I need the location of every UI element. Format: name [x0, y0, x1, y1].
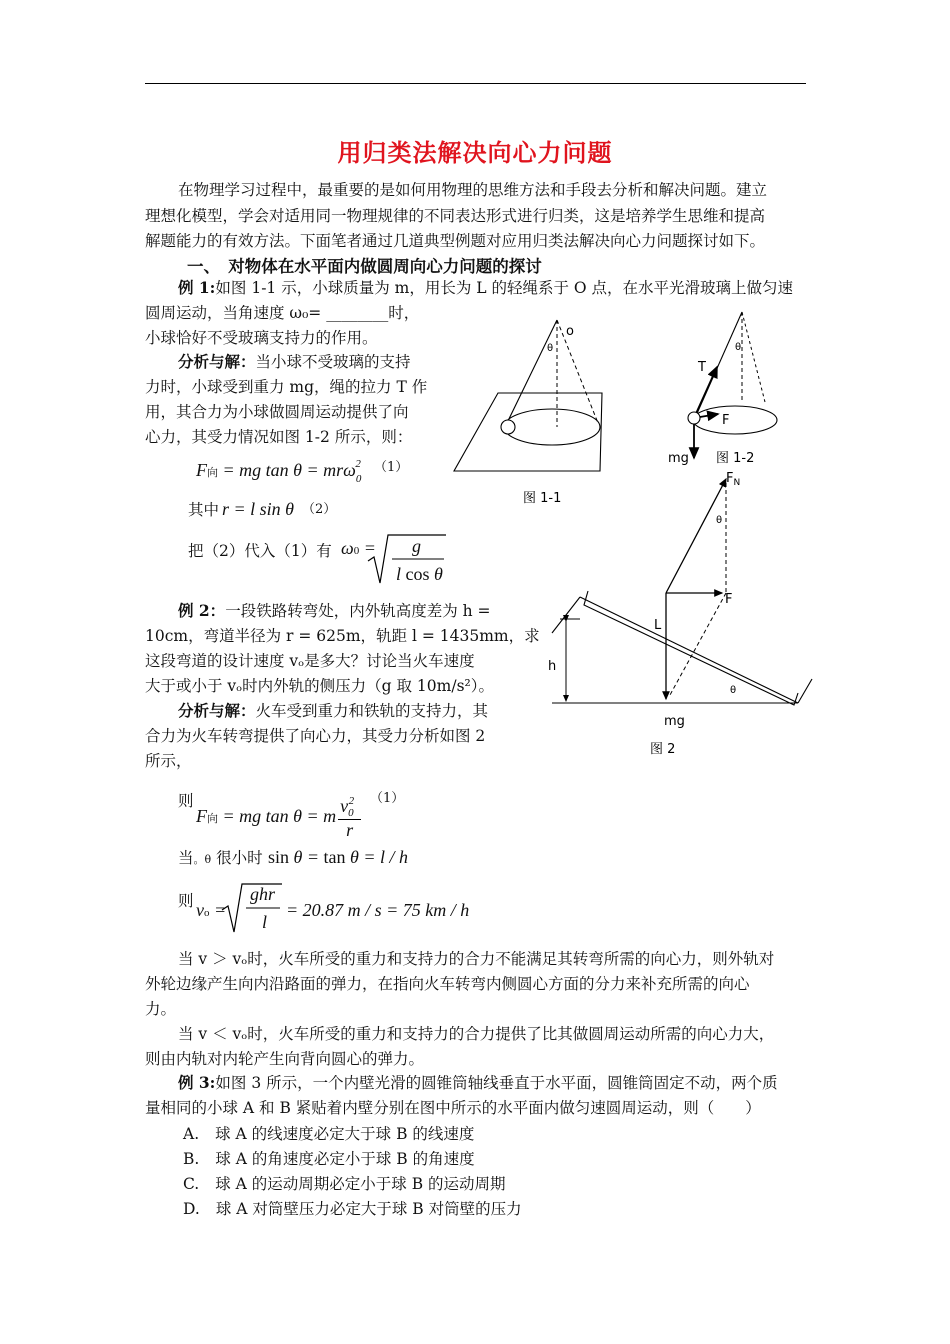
label-mg: mg: [664, 714, 685, 729]
normal-force-arrow: [666, 479, 726, 593]
ex2-line-4: 大于或小于 vₒ时内外轨的侧压力（g 取 10m/s²）。: [145, 677, 494, 695]
header-rule: [145, 83, 806, 84]
ex1-analysis-label: 分析与解：: [178, 352, 256, 371]
ex1-label: 例 1:: [178, 278, 216, 297]
ex1-analysis-2: 力时，小球受到重力 mg，绳的拉力 T 作: [145, 378, 428, 396]
ex2-para2-2: 则由内轨对内轮产生向背向圆心的弹力。: [145, 1050, 425, 1068]
label-FN: [726, 471, 740, 488]
ex2-equation-2: sin θ = tan θ = l / h: [268, 847, 409, 867]
ex2-analysis-3: 所示，: [145, 752, 192, 770]
ex1-text-1: [178, 275, 793, 301]
option-key: A.: [183, 1125, 200, 1143]
section-heading-1: 一、 对物体在水平面内做圆周向心力问题的探讨: [187, 257, 542, 276]
label-F: F: [725, 592, 733, 607]
ex2-para1-3: 力。: [145, 1000, 177, 1018]
ex1-eq2-prefix: 其中: [188, 501, 220, 519]
ex3-option-b: [183, 1146, 475, 1172]
string-line: [507, 320, 557, 423]
ex3-option-a: [183, 1121, 474, 1147]
label-theta: θ: [547, 343, 554, 354]
cone-dashed-line: [557, 320, 598, 423]
figure-2: [540, 465, 830, 760]
label-theta-top: θ: [716, 515, 723, 526]
label-L: L: [654, 618, 662, 633]
ex2-eq2-prefix: 当: [178, 849, 194, 867]
ex3-option-d: [183, 1196, 522, 1222]
ex2-para2-1: 当 v ＜ vₒ时，火车所受的重力和支持力的合力提供了比其做圆周运动所需的向心力大，: [178, 1025, 775, 1043]
ex3-label: 例 3:: [178, 1073, 216, 1092]
ex2-eq2-mid: 很小时: [216, 849, 263, 867]
page-title: 用归类法解决向心力问题: [337, 139, 613, 167]
ex1-eq2-tag: （2）: [302, 502, 337, 517]
ex2-eq1-tag: （1）: [370, 791, 405, 806]
ex1-eq1-tag: （1）: [374, 460, 409, 475]
ex2-eq2-text: 当。θ 很小时: [178, 849, 263, 867]
circular-path: [693, 406, 777, 434]
ex2-para1-2: 外轮边缘产生向内沿路面的弹力，在指向火车转弯内侧圆心方面的分力来补充所需的向心: [145, 975, 750, 993]
ex1-sqrt-num: g: [412, 536, 421, 556]
circular-path: [504, 409, 600, 445]
ex2-eq3-prefix: 则: [178, 892, 194, 910]
ex1-analysis-3: 用，其合力为小球做圆周运动提供了向: [145, 403, 409, 421]
ball: [501, 420, 515, 434]
intro-line-1: 在物理学习过程中，最重要的是如何用物理的思维方法和手段去分析和解决问题。建立: [178, 181, 768, 199]
ex1-analysis-1: [178, 349, 411, 375]
ex2-sqrt-num: ghr: [250, 884, 276, 904]
label-T: T: [698, 360, 706, 375]
ex1-sqrt-den: l cos θ: [396, 564, 443, 584]
track-surface: [580, 597, 798, 703]
option-text: 球 A 的运动周期必定小于球 B 的运动周期: [215, 1175, 506, 1193]
option-text: 球 A 对筒壁压力必定大于球 B 对筒壁的压力: [215, 1200, 522, 1218]
label-FN-sub: N: [733, 478, 741, 488]
ex2-equation-3-lhs: vo =: [196, 900, 227, 920]
intro-line-2: 理想化模型，学会对适用同一物理规律的不同表达形式进行归类，这是培养学生思维和提高: [145, 207, 766, 225]
label-h: h: [548, 659, 557, 674]
ex1-analysis-4: 心力，其受力情况如图 1-2 所示，则：: [145, 428, 413, 446]
caption-fig2: 图 2: [650, 742, 676, 757]
ex2-analysis-1: [178, 698, 488, 724]
caption-fig1-2: 图 1-2: [716, 451, 755, 466]
ex2-analysis-text-1: 火车受到重力和铁轨的支持力，其: [255, 702, 489, 720]
ex3-text-1: [178, 1070, 778, 1096]
caption-fig1-1: 图 1-1: [523, 491, 562, 506]
ex3-option-c: [183, 1171, 506, 1197]
ex3-line-1: 如图 3 所示，一个内壁光滑的圆锥筒轴线垂直于水平面，圆锥筒固定不动，两个质: [215, 1074, 778, 1092]
ex2-line-3: 这段弯道的设计速度 vₒ是多大？讨论当火车速度: [145, 652, 475, 670]
ex2-sqrt-den: l: [262, 912, 268, 932]
label-o: o: [566, 324, 574, 339]
ex2-text-1: [178, 598, 491, 624]
label-F: F: [722, 413, 730, 428]
ball: [688, 412, 700, 424]
option-key: B.: [183, 1150, 200, 1168]
intro-line-3: 解题能力的有效方法。下面笔者通过几道典型例题对应用归类法解决向心力问题探讨如下。: [145, 232, 766, 250]
ex1-equation-1: F向 = mg tan θ = mrω$_0^2$: [196, 458, 362, 485]
ex2-para1-1: 当 v ＞ vₒ时，火车所受的重力和支持力的合力不能满足其转弯所需的向心力，则外轨对: [178, 950, 775, 968]
ex3-line-2: 量相同的小球 A 和 B 紧贴着内壁分别在图中所示的水平面内做匀速圆周运动，则（ ）: [145, 1099, 761, 1117]
ex1-eq3-prefix: 把（2）代入（1）有: [188, 542, 332, 560]
glass-plane: [454, 393, 602, 471]
cone-dashed-line: [742, 312, 765, 402]
label-theta: θ: [735, 342, 742, 353]
diagonal-dashed-line: [670, 593, 726, 695]
ex2-analysis-2: 合力为火车转弯提供了向心力，其受力分析如图 2: [145, 727, 486, 745]
label-theta: θ: [730, 685, 737, 696]
ex2-analysis-label: 分析与解：: [178, 701, 256, 720]
ex1-equation-2: r = l sin θ: [222, 499, 294, 519]
ex1-line-2: 圆周运动，当角速度 ω₀= ________时，: [145, 304, 420, 322]
ex2-label: 例 2：: [178, 601, 226, 620]
option-text: 球 A 的角速度必定小于球 B 的角速度: [215, 1150, 475, 1168]
ex1-analysis-text-1: 当小球不受玻璃的支持: [255, 353, 411, 371]
option-key: D.: [183, 1200, 200, 1218]
ex1-line-1: 如图 1-1 示，小球质量为 m，用长为 L 的轻绳系于 O 点，在水平光滑玻璃上做匀速: [215, 279, 794, 297]
ex2-line-2: 10cm，弯道半径为 r = 625m，轨距 l = 1435mm，求: [145, 627, 540, 645]
label-mg: mg: [668, 451, 689, 466]
ex2-equation-3-rhs: = 20.87 m / s = 75 km / h: [286, 900, 470, 920]
label-FN-main: F: [726, 471, 734, 486]
figure-1-2: [660, 310, 800, 480]
inner-rail-edge: [798, 679, 812, 703]
option-text: 球 A 的线速度必定大于球 B 的线速度: [215, 1125, 475, 1143]
ex1-line-3: 小球恰好不受玻璃支持力的作用。: [145, 329, 378, 347]
ex2-line-1: 一段铁路转弯处，内外轨高度差为 h =: [225, 602, 491, 620]
ex1-equation-3: ω0 =: [341, 538, 376, 558]
ex2-eq1-prefix: 则: [178, 792, 194, 810]
option-key: C.: [183, 1175, 200, 1193]
ex2-equation-1: F向 = mg tan θ = m $\frac{v_0^2}{r}$: [196, 796, 361, 840]
